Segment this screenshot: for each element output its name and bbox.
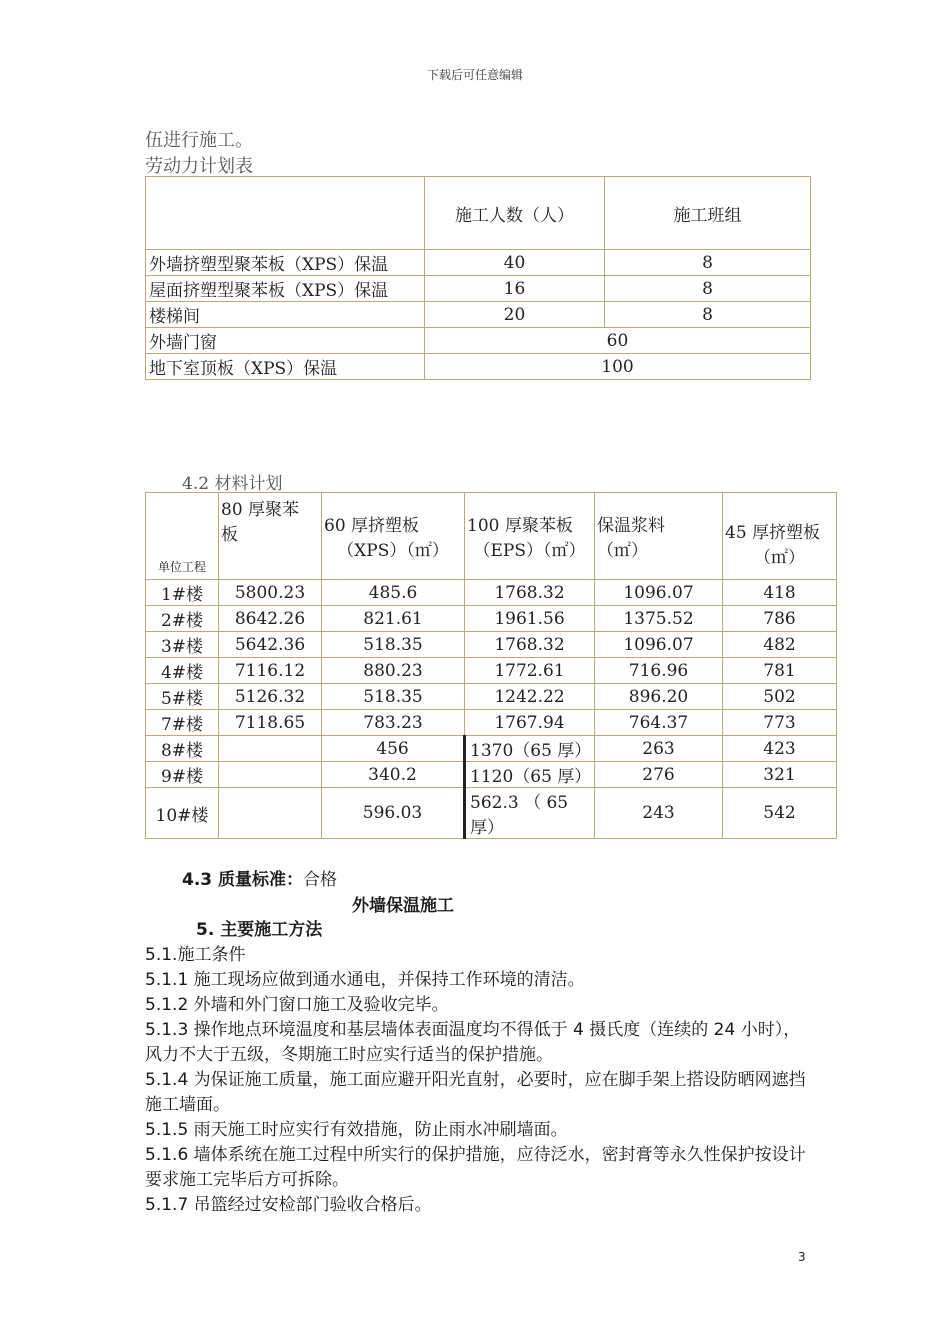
cell: 7#楼 bbox=[146, 710, 219, 736]
cell: 880.23 bbox=[322, 658, 465, 684]
paragraph: 5.1.3 操作地点环境温度和基层墙体表面温度均不得低于 4 摄氏度（连续的 24 小时），风力不大于五级，冬期施工时应实行适当的保护措施。 bbox=[145, 1020, 801, 1065]
cell: 40 bbox=[425, 250, 605, 276]
cell: 地下室顶板（XPS）保温 bbox=[146, 354, 425, 380]
table-header-row bbox=[146, 177, 811, 250]
material-plan-table bbox=[145, 492, 837, 839]
cell: 1242.22 bbox=[465, 684, 595, 710]
intro-line: 伍进行施工。 bbox=[145, 130, 253, 151]
quality-standard bbox=[182, 868, 337, 893]
table-row bbox=[146, 606, 837, 632]
table-row bbox=[146, 250, 811, 276]
cell: 屋面挤塑型聚苯板（XPS）保温 bbox=[146, 276, 425, 302]
cell: 1961.56 bbox=[465, 606, 595, 632]
cell: 8 bbox=[605, 250, 811, 276]
cell: 7118.65 bbox=[219, 710, 322, 736]
cell: 16 bbox=[425, 276, 605, 302]
header-cell bbox=[146, 177, 425, 250]
cell: 263 bbox=[595, 736, 723, 762]
header-line: 保温浆料 bbox=[597, 516, 665, 536]
table-row bbox=[146, 788, 837, 839]
cell: 60 bbox=[425, 328, 811, 354]
paragraph: 5.1.6 墙体系统在施工过程中所实行的保护措施，应待泛水，密封膏等永久性保护按设计要求施工完毕后方可拆除。 bbox=[145, 1145, 806, 1190]
labor-table-title: 劳动力计划表 bbox=[145, 156, 253, 177]
page-header: 下载后可任意编辑 bbox=[426, 68, 523, 82]
quality-value: 合格 bbox=[303, 870, 338, 890]
cell: 9#楼 bbox=[146, 762, 219, 788]
header-cell: 施工人数（人） bbox=[425, 177, 605, 250]
table-row bbox=[146, 302, 811, 328]
header-line: （EPS）（㎡） bbox=[473, 541, 586, 561]
cell: 518.35 bbox=[322, 632, 465, 658]
cell: 5#楼 bbox=[146, 684, 219, 710]
table-row bbox=[146, 354, 811, 380]
header-line: 板 bbox=[221, 525, 238, 545]
table-row bbox=[146, 658, 837, 684]
table-header-row bbox=[146, 493, 837, 580]
cell: 773 bbox=[723, 710, 837, 736]
header-cell bbox=[322, 493, 465, 580]
cell: 1767.94 bbox=[465, 710, 595, 736]
table-row bbox=[146, 276, 811, 302]
labor-plan-table bbox=[145, 176, 811, 380]
table-row bbox=[146, 328, 811, 354]
cell: 562.3 （ 65 厚） bbox=[465, 788, 595, 839]
cell: 10#楼 bbox=[146, 788, 219, 839]
cell: 764.37 bbox=[595, 710, 723, 736]
header-line: 100 厚聚苯板 bbox=[467, 516, 573, 536]
quality-label: 4.3 质量标准： bbox=[182, 870, 304, 890]
table-row bbox=[146, 762, 837, 788]
cell: 502 bbox=[723, 684, 837, 710]
header-cell: 施工班组 bbox=[605, 177, 811, 250]
cell: 20 bbox=[425, 302, 605, 328]
cell: 8 bbox=[605, 276, 811, 302]
paragraph: 5.1.5 雨天施工时应实行有效措施，防止雨水冲刷墙面。 bbox=[145, 1120, 568, 1140]
header-line: 80 厚聚苯 bbox=[221, 500, 300, 520]
corner-cell: 单位工程 bbox=[146, 493, 219, 580]
page-number: 3 bbox=[798, 1250, 806, 1264]
cell: 8#楼 bbox=[146, 736, 219, 762]
paragraph: 5.1.施工条件 bbox=[145, 945, 246, 965]
paragraph: 5.1.7 吊篮经过安检部门验收合格后。 bbox=[145, 1195, 432, 1215]
cell: 8 bbox=[605, 302, 811, 328]
cell: 1096.07 bbox=[595, 580, 723, 606]
paragraph: 5.1.1 施工现场应做到通水通电，并保持工作环境的清洁。 bbox=[145, 970, 585, 990]
table-row bbox=[146, 632, 837, 658]
cell: 781 bbox=[723, 658, 837, 684]
paragraph: 5.1.4 为保证施工质量，施工面应避开阳光直射，必要时，应在脚手架上搭设防晒网遮挡施工墙面。 bbox=[145, 1070, 806, 1115]
cell: 716.96 bbox=[595, 658, 723, 684]
cell: 423 bbox=[723, 736, 837, 762]
table-row bbox=[146, 580, 837, 606]
table-row bbox=[146, 684, 837, 710]
cell: 5126.32 bbox=[219, 684, 322, 710]
cell: 1375.52 bbox=[595, 606, 723, 632]
cell: 1096.07 bbox=[595, 632, 723, 658]
header-cell bbox=[723, 493, 837, 580]
cell: 482 bbox=[723, 632, 837, 658]
cell: 1#楼 bbox=[146, 580, 219, 606]
cell bbox=[219, 788, 322, 839]
table-row bbox=[146, 736, 837, 762]
cell: 456 bbox=[322, 736, 465, 762]
cell: 3#楼 bbox=[146, 632, 219, 658]
cell: 楼梯间 bbox=[146, 302, 425, 328]
cell: 321 bbox=[723, 762, 837, 788]
cell: 8642.26 bbox=[219, 606, 322, 632]
cell: 100 bbox=[425, 354, 811, 380]
cell: 外墙门窗 bbox=[146, 328, 425, 354]
header-cell bbox=[465, 493, 595, 580]
header-line: （㎡） bbox=[597, 541, 648, 561]
cell: 418 bbox=[723, 580, 837, 606]
paragraph: 5.1.2 外墙和外门窗口施工及验收完毕。 bbox=[145, 995, 449, 1015]
header-cell bbox=[595, 493, 723, 580]
cell: 5642.36 bbox=[219, 632, 322, 658]
cell: 542 bbox=[723, 788, 837, 839]
cell: 276 bbox=[595, 762, 723, 788]
cell: 340.2 bbox=[322, 762, 465, 788]
cell: 596.03 bbox=[322, 788, 465, 839]
header-line: 45 厚挤塑板 bbox=[725, 523, 821, 543]
cell: 2#楼 bbox=[146, 606, 219, 632]
cell: 485.6 bbox=[322, 580, 465, 606]
cell: 243 bbox=[595, 788, 723, 839]
method-title: 5. 主要施工方法 bbox=[196, 920, 323, 940]
material-plan-title: 4.2 材料计划 bbox=[182, 474, 283, 494]
header-cell bbox=[219, 493, 322, 580]
table-row bbox=[146, 710, 837, 736]
cell: 5800.23 bbox=[219, 580, 322, 606]
cell: 786 bbox=[723, 606, 837, 632]
section-title: 外墙保温施工 bbox=[352, 896, 454, 916]
header-line: 60 厚挤塑板 bbox=[324, 516, 420, 536]
cell: 896.20 bbox=[595, 684, 723, 710]
cell: 821.61 bbox=[322, 606, 465, 632]
cell: 外墙挤塑型聚苯板（XPS）保温 bbox=[146, 250, 425, 276]
cell: 1768.32 bbox=[465, 580, 595, 606]
cell: 1772.61 bbox=[465, 658, 595, 684]
cell: 1768.32 bbox=[465, 632, 595, 658]
cell bbox=[219, 736, 322, 762]
cell: 7116.12 bbox=[219, 658, 322, 684]
cell: 1370（65 厚） bbox=[465, 736, 595, 762]
cell: 1120（65 厚） bbox=[465, 762, 595, 788]
cell bbox=[219, 762, 322, 788]
cell: 783.23 bbox=[322, 710, 465, 736]
header-line: （㎡） bbox=[754, 548, 805, 568]
cell: 4#楼 bbox=[146, 658, 219, 684]
cell: 518.35 bbox=[322, 684, 465, 710]
header-line: （XPS）（㎡） bbox=[337, 541, 449, 561]
